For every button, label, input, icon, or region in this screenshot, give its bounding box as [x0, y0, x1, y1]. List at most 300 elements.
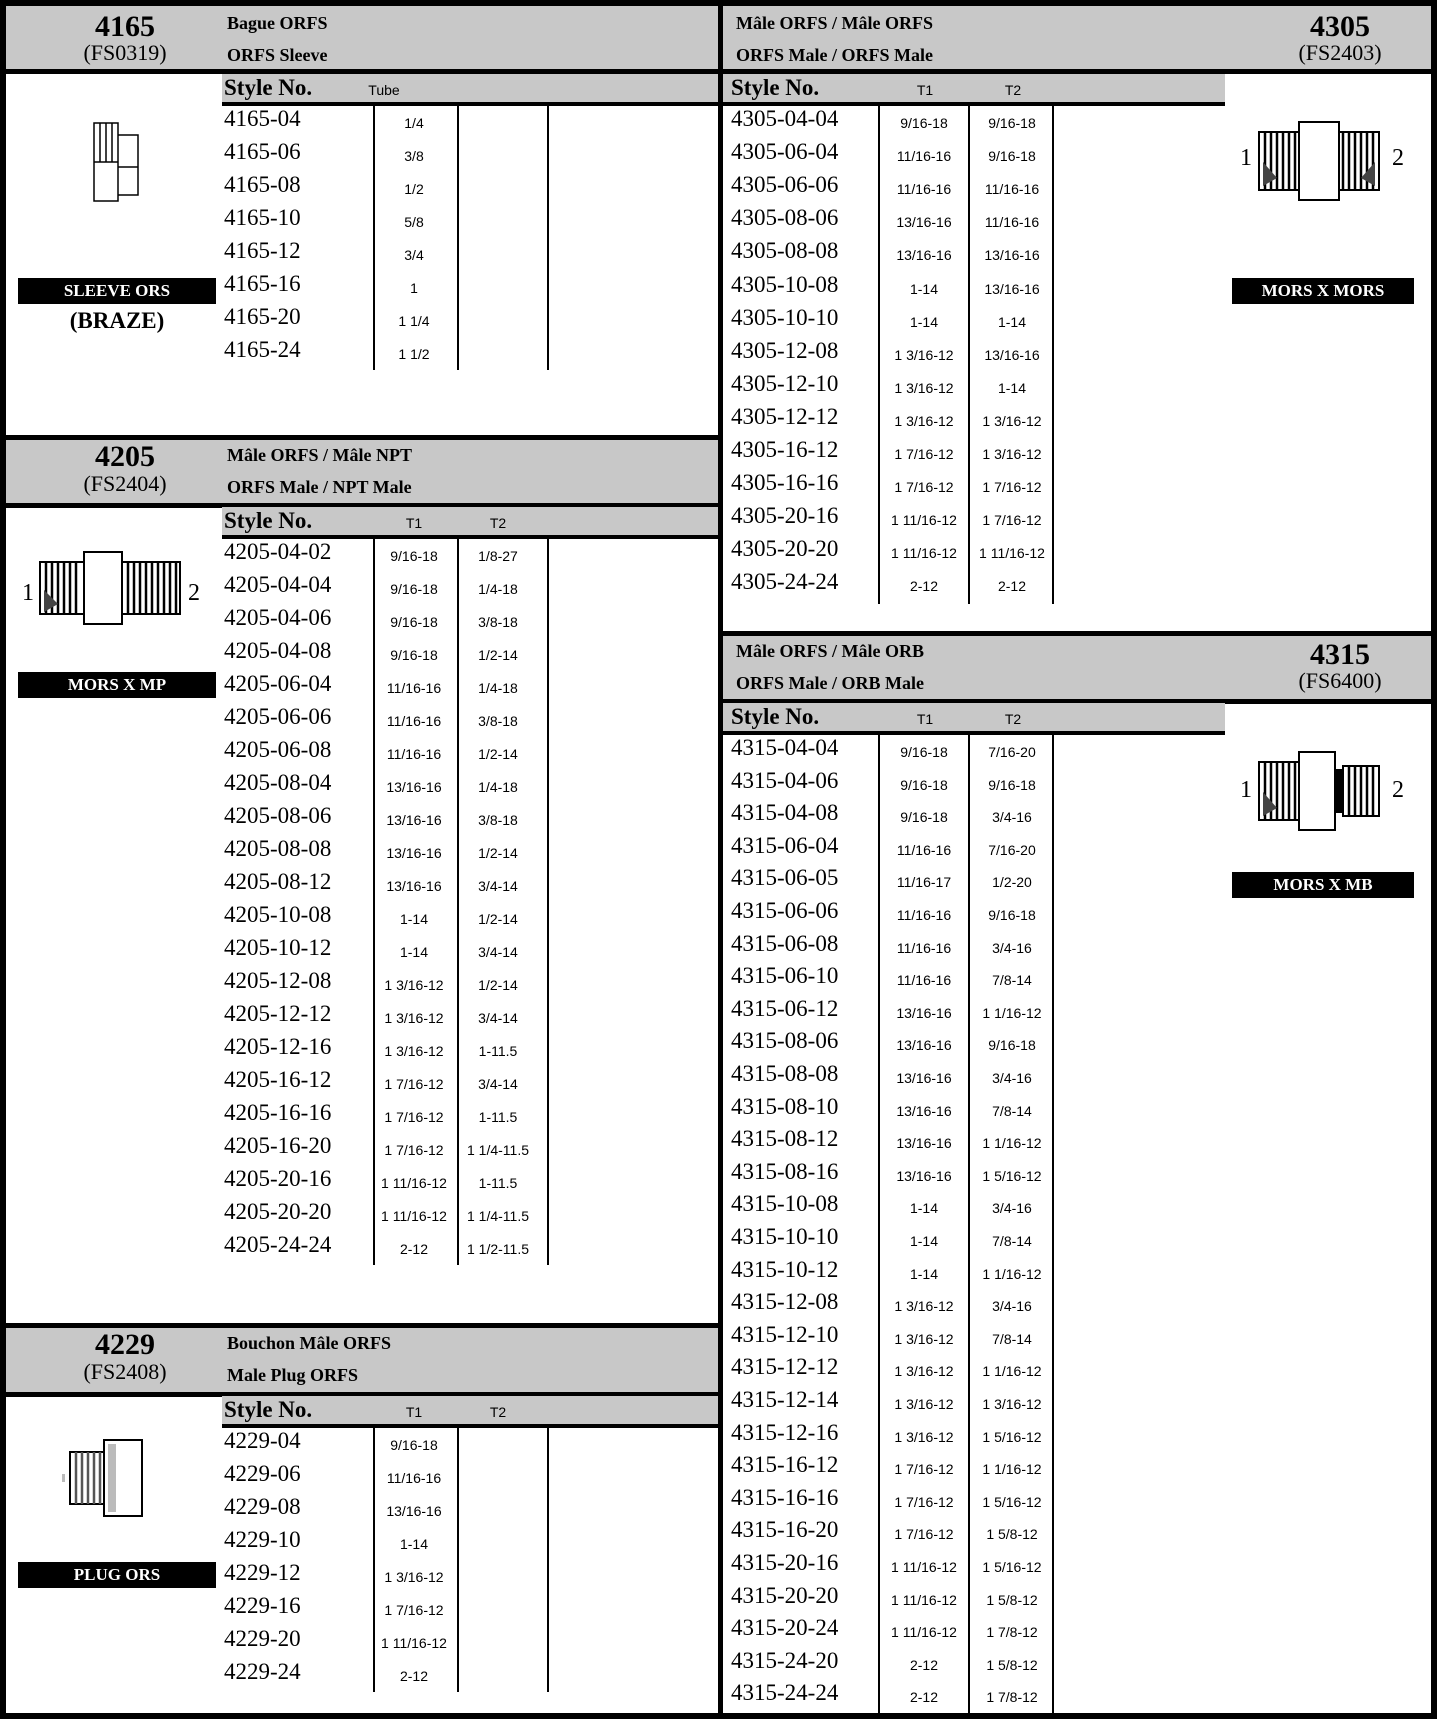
title-en-4305: ORFS Male / ORFS Male — [736, 45, 933, 65]
table-row — [222, 1133, 718, 1166]
title-en-4315: ORFS Male / ORB Male — [736, 673, 924, 693]
cell-t2: 1-14 — [997, 380, 1027, 396]
table-row — [729, 1191, 1225, 1224]
style-number: 4305-20-16 — [731, 503, 839, 528]
style-number: 4205-08-04 — [224, 770, 332, 795]
cell-t1: 9/16-18 — [900, 115, 948, 131]
style-number: 4165-24 — [224, 337, 301, 362]
table-row — [729, 338, 1225, 371]
product-code-4205: 4205 — [95, 440, 155, 473]
col-header-t2: T2 — [1004, 82, 1022, 98]
cell-t2: 1 5/8-12 — [986, 1592, 1038, 1608]
style-number: 4205-16-20 — [224, 1133, 332, 1158]
table-row — [222, 1461, 718, 1494]
table-row — [729, 1583, 1225, 1616]
cell-t2: 9/16-18 — [988, 1037, 1036, 1053]
col-header-t2: T2 — [1004, 711, 1022, 727]
style-no-label: Style No. — [224, 508, 313, 533]
table-row — [222, 1100, 718, 1133]
cell-t2: 7/8-14 — [992, 1331, 1032, 1347]
cell-t2: 1 1/2-11.5 — [466, 1241, 529, 1257]
table-row — [222, 139, 718, 172]
col-line — [1052, 106, 1054, 604]
cell-t1: 1 7/16-12 — [894, 1494, 954, 1510]
sleeve-drawing-icon — [88, 117, 148, 207]
table-row — [222, 671, 718, 704]
cell-t1: 13/16-16 — [896, 1070, 952, 1086]
col-line — [373, 539, 375, 1265]
cell-t2: 1/2-14 — [478, 977, 518, 993]
style-number: 4315-12-08 — [731, 1289, 839, 1314]
style-number: 4315-20-24 — [731, 1615, 839, 1640]
cell-t1: 1 7/16-12 — [384, 1142, 444, 1158]
style-number: 4229-08 — [224, 1494, 301, 1519]
cell-t1: 13/16-16 — [386, 845, 442, 861]
cell-t1: 11/16-16 — [896, 940, 952, 956]
table-row — [222, 271, 718, 304]
table-row — [729, 371, 1225, 404]
col-header-t1: T1 — [405, 1404, 423, 1420]
col-header-t2: T2 — [489, 1404, 507, 1420]
style-number: 4305-06-06 — [731, 172, 839, 197]
style-number: 4165-10 — [224, 205, 301, 230]
cell-t1: 13/16-16 — [386, 812, 442, 828]
cell-t1: 1 7/16-12 — [894, 1461, 954, 1477]
cell-t1: 11/16-16 — [896, 842, 952, 858]
cell-t2: 1 7/8-12 — [986, 1624, 1038, 1640]
badge-plug-ors: PLUG ORS — [18, 1562, 216, 1588]
style-header-4305 — [723, 74, 1225, 106]
style-number: 4205-12-08 — [224, 968, 332, 993]
style-number: 4305-12-12 — [731, 404, 839, 429]
cell-t1: 11/16-16 — [386, 713, 442, 729]
col-line — [968, 106, 970, 604]
table-row — [729, 1517, 1225, 1550]
col-line — [878, 106, 880, 604]
cell-t2: 9/16-18 — [988, 907, 1036, 923]
cell-t1: 1/4 — [404, 115, 424, 131]
cell-t2: 1 1/16-12 — [982, 1135, 1042, 1151]
col-line — [457, 1428, 459, 1692]
title-en-4165: ORFS Sleeve — [227, 45, 328, 65]
fs-number-4315: (FS6400) — [1298, 668, 1382, 693]
table-row — [222, 337, 718, 370]
style-number: 4315-06-10 — [731, 963, 839, 988]
product-code-4305: 4305 — [1310, 10, 1370, 43]
cell-t1: 1 7/16-12 — [894, 479, 954, 495]
cell-t1: 5/8 — [404, 214, 424, 230]
cell-t1: 1-14 — [909, 281, 939, 297]
port-label-2: 2 — [1392, 145, 1404, 171]
cell-t1: 9/16-18 — [390, 647, 438, 663]
style-header-4315 — [723, 703, 1225, 735]
table-row — [222, 1166, 718, 1199]
style-no-label: Style No. — [224, 75, 313, 100]
style-number: 4165-04 — [224, 106, 301, 131]
table-row — [729, 536, 1225, 569]
cell-t1: 13/16-16 — [896, 214, 952, 230]
col-header-t1: T1 — [916, 711, 934, 727]
style-number: 4229-10 — [224, 1527, 301, 1552]
table-row — [729, 106, 1225, 139]
style-no-label: Style No. — [731, 75, 820, 100]
style-number: 4165-20 — [224, 304, 301, 329]
table-row — [222, 638, 718, 671]
cell-t2: 1 7/16-12 — [982, 512, 1042, 528]
style-number: 4305-16-12 — [731, 437, 839, 462]
cell-t2: 1/2-14 — [478, 746, 518, 762]
table-row — [222, 1659, 718, 1692]
table-row — [222, 1428, 718, 1461]
cell-t2: 11/16-16 — [984, 214, 1040, 230]
badge-mors-x-mors: MORS X MORS — [1232, 278, 1414, 304]
product-code-4165: 4165 — [95, 10, 155, 43]
style-number: 4165-06 — [224, 139, 301, 164]
cell-t2: 3/4-14 — [478, 944, 518, 960]
cell-t2: 1/4-18 — [478, 779, 518, 795]
table-row — [729, 1648, 1225, 1681]
table-row — [729, 996, 1225, 1029]
port-label-1: 1 — [1240, 777, 1252, 803]
cell-t1: 13/16-16 — [386, 779, 442, 795]
cell-t1: 1 11/16-12 — [891, 1624, 957, 1640]
style-number: 4205-08-06 — [224, 803, 332, 828]
cell-t1: 1 1/4 — [398, 313, 430, 329]
table-row — [222, 304, 718, 337]
cell-t1: 11/16-16 — [896, 148, 952, 164]
table-row — [729, 931, 1225, 964]
cell-t1: 1 11/16-12 — [891, 545, 957, 561]
cell-t1: 9/16-18 — [390, 548, 438, 564]
cell-t1: 1-14 — [909, 1200, 939, 1216]
title-fr-4305: Mâle ORFS / Mâle ORFS — [736, 13, 933, 33]
cell-t2: 1/8-27 — [478, 548, 518, 564]
cell-t1: 1 7/16-12 — [894, 446, 954, 462]
table-row — [729, 768, 1225, 801]
cell-t2: 7/8-14 — [992, 1103, 1032, 1119]
cell-t2: 1 7/8-12 — [986, 1689, 1038, 1705]
style-header-4229 — [222, 1396, 718, 1428]
table-row — [729, 865, 1225, 898]
style-number: 4305-24-24 — [731, 569, 839, 594]
title-en-4229: Male Plug ORFS — [227, 1365, 358, 1385]
style-number: 4315-12-14 — [731, 1387, 839, 1412]
style-number: 4315-10-10 — [731, 1224, 839, 1249]
style-header-4205 — [222, 507, 718, 539]
badge-mors-x-mb: MORS X MB — [1232, 872, 1414, 898]
col-line — [547, 106, 549, 370]
braze-note: (BRAZE) — [69, 308, 165, 333]
cell-t1: 1 11/16-12 — [381, 1635, 447, 1651]
cell-t1: 2-12 — [399, 1668, 429, 1684]
cell-t1: 1 3/16-12 — [894, 1429, 954, 1445]
cell-t1: 1 3/16-12 — [384, 1043, 444, 1059]
table-row — [729, 1485, 1225, 1518]
cell-t1: 1 7/16-12 — [384, 1076, 444, 1092]
style-number: 4315-04-04 — [731, 735, 839, 760]
fs-number-4165: (FS0319) — [83, 40, 167, 65]
style-number: 4205-08-12 — [224, 869, 332, 894]
col-line — [878, 735, 880, 1713]
cell-t2: 3/4-14 — [478, 1076, 518, 1092]
cell-t1: 2-12 — [909, 1689, 939, 1705]
table-row — [222, 106, 718, 139]
table-row — [222, 1034, 718, 1067]
table-row — [729, 1159, 1225, 1192]
table-row — [729, 1061, 1225, 1094]
style-number: 4205-16-12 — [224, 1067, 332, 1092]
table-row — [729, 833, 1225, 866]
table-row — [729, 205, 1225, 238]
style-number: 4315-08-06 — [731, 1028, 839, 1053]
cell-t1: 1 3/16-12 — [894, 1298, 954, 1314]
style-no-label: Style No. — [731, 704, 820, 729]
cell-t2: 3/4-16 — [992, 940, 1032, 956]
cell-t1: 13/16-16 — [386, 878, 442, 894]
cell-t1: 1-14 — [909, 1266, 939, 1282]
style-number: 4305-10-10 — [731, 305, 839, 330]
cell-t2: 2-12 — [997, 578, 1027, 594]
cell-t1: 1-14 — [909, 1233, 939, 1249]
cell-t2: 3/4-16 — [992, 1070, 1032, 1086]
col-header-t2: T2 — [489, 515, 507, 531]
table-row — [729, 1322, 1225, 1355]
style-number: 4205-10-08 — [224, 902, 332, 927]
cell-t2: 1 7/16-12 — [982, 479, 1042, 495]
table-row — [222, 836, 718, 869]
col-line — [1052, 735, 1054, 1713]
style-number: 4315-04-06 — [731, 768, 839, 793]
style-number: 4229-24 — [224, 1659, 301, 1684]
cell-t2: 1/4-18 — [478, 581, 518, 597]
cell-t1: 9/16-18 — [900, 809, 948, 825]
table-row — [729, 735, 1225, 768]
cell-t2: 13/16-16 — [984, 347, 1040, 363]
style-number: 4315-20-20 — [731, 1583, 839, 1608]
cell-t2: 1-11.5 — [478, 1043, 518, 1059]
title-fr-4205: Mâle ORFS / Mâle NPT — [227, 445, 412, 465]
col-line — [547, 539, 549, 1265]
cell-t2: 1 3/16-12 — [982, 446, 1042, 462]
cell-t2: 7/16-20 — [988, 842, 1036, 858]
cell-t1: 3/4 — [404, 247, 424, 263]
table-row — [729, 437, 1225, 470]
cell-t2: 1 5/16-12 — [982, 1494, 1042, 1510]
col-line — [457, 539, 459, 1265]
table-row — [729, 1224, 1225, 1257]
cell-t1: 1 11/16-12 — [381, 1208, 447, 1224]
cell-t2: 1 1/16-12 — [982, 1266, 1042, 1282]
cell-t1: 11/16-16 — [386, 680, 442, 696]
col-header-t1: T1 — [916, 82, 934, 98]
cell-t1: 1 1/2 — [398, 346, 430, 362]
cell-t2: 1/2-14 — [478, 845, 518, 861]
table-row — [729, 238, 1225, 271]
cell-t2: 7/8-14 — [992, 1233, 1032, 1249]
cell-t2: 3/4-14 — [478, 878, 518, 894]
style-number: 4205-06-08 — [224, 737, 332, 762]
cell-t1: 1 3/16-12 — [894, 1331, 954, 1347]
table-row — [222, 1626, 718, 1659]
cell-t1: 1 11/16-12 — [891, 1592, 957, 1608]
style-number: 4205-06-04 — [224, 671, 332, 696]
badge-mors-x-mp: MORS X MP — [18, 672, 216, 698]
cell-t1: 1-14 — [399, 911, 429, 927]
style-number: 4305-10-08 — [731, 272, 839, 297]
cell-t1: 13/16-16 — [896, 1168, 952, 1184]
style-number: 4229-20 — [224, 1626, 301, 1651]
style-number: 4205-20-20 — [224, 1199, 332, 1224]
table-row — [729, 1452, 1225, 1485]
cell-t2: 13/16-16 — [984, 247, 1040, 263]
style-number: 4205-10-12 — [224, 935, 332, 960]
table-row — [222, 803, 718, 836]
cell-t2: 3/8-18 — [478, 812, 518, 828]
cell-t2: 1/2-20 — [992, 874, 1032, 890]
cell-t2: 1 5/16-12 — [982, 1429, 1042, 1445]
cell-t2: 1 3/16-12 — [982, 413, 1042, 429]
cell-t1: 11/16-16 — [386, 746, 442, 762]
style-number: 4315-08-10 — [731, 1094, 839, 1119]
cell-t1: 9/16-18 — [390, 614, 438, 630]
table-row — [222, 172, 718, 205]
table-row — [729, 139, 1225, 172]
style-number: 4315-08-08 — [731, 1061, 839, 1086]
style-number: 4315-08-12 — [731, 1126, 839, 1151]
title-fr-4165: Bague ORFS — [227, 13, 328, 33]
title-fr-4315: Mâle ORFS / Mâle ORB — [736, 641, 924, 661]
table-row — [222, 704, 718, 737]
col-line — [373, 1428, 375, 1692]
cell-t2: 9/16-18 — [988, 148, 1036, 164]
cell-t1: 1 3/16-12 — [894, 380, 954, 396]
table-row — [222, 1001, 718, 1034]
style-number: 4229-12 — [224, 1560, 301, 1585]
cell-t1: 1 3/16-12 — [894, 347, 954, 363]
table-row — [222, 1527, 718, 1560]
cell-t2: 3/4-16 — [992, 1200, 1032, 1216]
col-header-t1: T1 — [405, 515, 423, 531]
table-row — [222, 968, 718, 1001]
style-number: 4315-06-12 — [731, 996, 839, 1021]
table-row — [222, 238, 718, 271]
style-number: 4315-04-08 — [731, 800, 839, 825]
style-number: 4205-08-08 — [224, 836, 332, 861]
cell-t1: 11/16-16 — [896, 972, 952, 988]
cell-t1: 1 7/16-12 — [384, 1602, 444, 1618]
cell-t2: 1-14 — [997, 314, 1027, 330]
table-row — [729, 404, 1225, 437]
style-number: 4315-12-10 — [731, 1322, 839, 1347]
cell-t2: 1/2-14 — [478, 911, 518, 927]
style-number: 4305-16-16 — [731, 470, 839, 495]
cell-t2: 3/4-16 — [992, 1298, 1032, 1314]
style-number: 4315-10-08 — [731, 1191, 839, 1216]
style-number: 4229-16 — [224, 1593, 301, 1618]
table-row — [222, 1199, 718, 1232]
col-line — [968, 735, 970, 1713]
style-number: 4315-06-06 — [731, 898, 839, 923]
cell-t1: 11/16-16 — [386, 1470, 442, 1486]
port-label-2: 2 — [188, 580, 200, 606]
style-number: 4305-04-04 — [731, 106, 839, 131]
cell-t2: 1 1/16-12 — [982, 1461, 1042, 1477]
cell-t2: 1/2-14 — [478, 647, 518, 663]
col-line — [457, 106, 459, 370]
cell-t1: 1 11/16-12 — [381, 1175, 447, 1191]
cell-t1: 11/16-16 — [896, 907, 952, 923]
style-number: 4305-12-08 — [731, 338, 839, 363]
cell-t1: 11/16-16 — [896, 181, 952, 197]
table-row — [729, 305, 1225, 338]
style-number: 4205-06-06 — [224, 704, 332, 729]
table-row — [729, 1028, 1225, 1061]
style-number: 4205-04-04 — [224, 572, 332, 597]
table-row — [222, 1494, 718, 1527]
style-number: 4315-10-12 — [731, 1257, 839, 1282]
cell-t1: 1-14 — [399, 1536, 429, 1552]
cell-t2: 1 1/16-12 — [982, 1005, 1042, 1021]
table-row — [222, 1593, 718, 1626]
table-row — [222, 605, 718, 638]
cell-t1: 13/16-16 — [896, 247, 952, 263]
table-row — [729, 1387, 1225, 1420]
col-line — [373, 106, 375, 370]
style-number: 4315-06-08 — [731, 931, 839, 956]
cell-t2: 1 5/16-12 — [982, 1168, 1042, 1184]
table-row — [222, 869, 718, 902]
style-number: 4205-16-16 — [224, 1100, 332, 1125]
cell-t2: 1 1/4-11.5 — [466, 1208, 529, 1224]
cell-t2: 1 11/16-12 — [979, 545, 1045, 561]
style-number: 4315-20-16 — [731, 1550, 839, 1575]
table-row — [729, 503, 1225, 536]
cell-t1: 1 11/16-12 — [891, 1559, 957, 1575]
table-row — [729, 1289, 1225, 1322]
port-label-2: 2 — [1392, 777, 1404, 803]
table-row — [222, 902, 718, 935]
cell-t1: 9/16-18 — [900, 777, 948, 793]
badge-sleeve-ors: SLEEVE ORS — [18, 278, 216, 304]
fitting-mors-x-mors-icon — [1255, 118, 1385, 204]
cell-t1: 1 3/16-12 — [894, 413, 954, 429]
style-number: 4315-12-12 — [731, 1354, 839, 1379]
cell-t1: 2-12 — [399, 1241, 429, 1257]
table-row — [222, 935, 718, 968]
style-number: 4205-12-12 — [224, 1001, 332, 1026]
cell-t2: 3/8-18 — [478, 614, 518, 630]
style-number: 4205-24-24 — [224, 1232, 332, 1257]
column-divider — [718, 0, 723, 1719]
cell-t2: 1 3/16-12 — [982, 1396, 1042, 1412]
cell-t1: 13/16-16 — [896, 1135, 952, 1151]
style-number: 4305-06-04 — [731, 139, 839, 164]
title-en-4205: ORFS Male / NPT Male — [227, 477, 412, 497]
fs-number-4229: (FS2408) — [83, 1359, 167, 1384]
col-header-tube: Tube — [368, 82, 400, 98]
table-row — [729, 800, 1225, 833]
cell-t2: 3/4-14 — [478, 1010, 518, 1026]
style-number: 4315-06-05 — [731, 865, 839, 890]
table-row — [729, 898, 1225, 931]
style-number: 4315-06-04 — [731, 833, 839, 858]
style-number: 4165-08 — [224, 172, 301, 197]
cell-t1: 11/16-17 — [896, 874, 952, 890]
table-row — [222, 770, 718, 803]
table-row — [729, 1126, 1225, 1159]
cell-t1: 13/16-16 — [896, 1103, 952, 1119]
style-number: 4165-12 — [224, 238, 301, 263]
